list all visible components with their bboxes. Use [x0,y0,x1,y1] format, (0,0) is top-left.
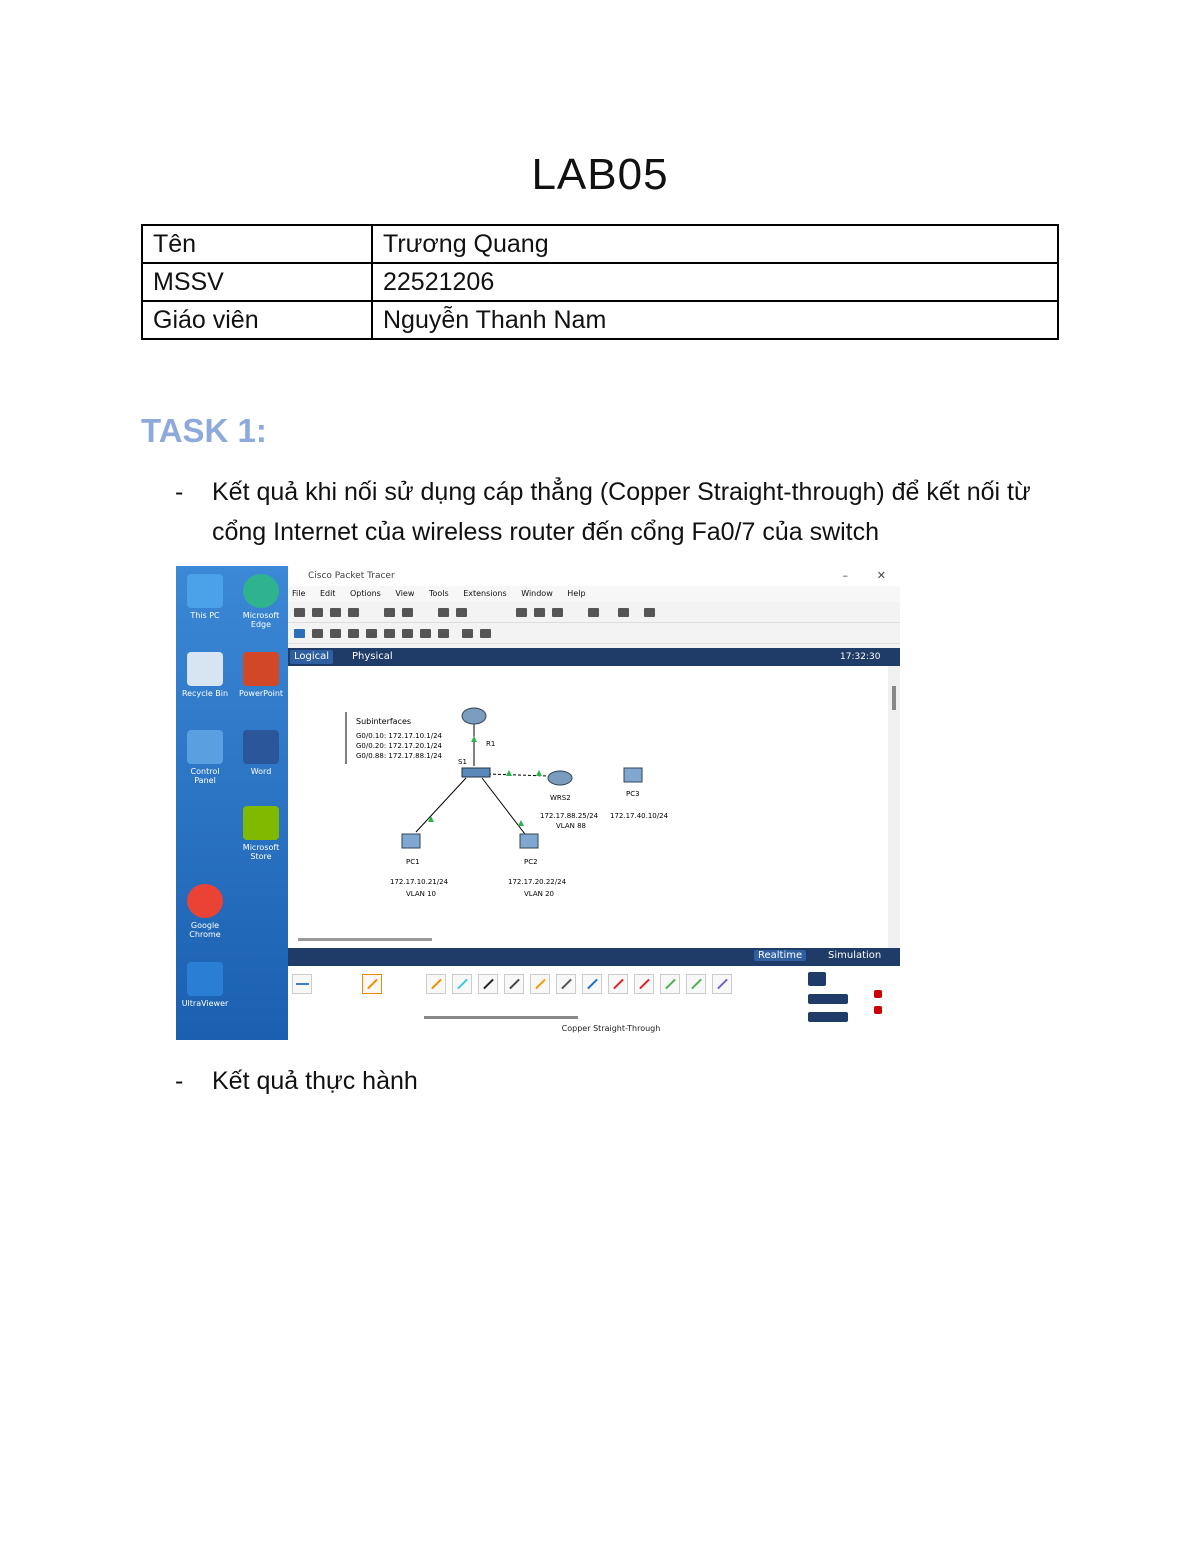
device-label: S1 [458,758,467,766]
menu-item[interactable]: Edit [319,589,336,598]
switch-icon [462,768,490,777]
desktop-icon: Control Panel [180,730,230,785]
info-table [141,224,1059,340]
fire-status-icon [874,990,882,998]
redo-icon[interactable] [456,608,467,617]
device-panel [288,948,900,1040]
undo-icon[interactable] [438,608,449,617]
subinterface-line: G0/0.88: 172.17.88.1/24 [356,752,442,760]
subinterface-line: G0/0.20: 172.17.20.1/24 [356,742,442,750]
cable-cross-icon[interactable] [504,974,524,994]
subinterfaces-heading: Subinterfaces [356,717,412,726]
device-ip: 172.17.40.10/24 [610,812,669,820]
zoom-reset-icon[interactable] [534,608,545,617]
main-toolbar [288,602,900,623]
wireless-router-icon [548,771,572,785]
desktop-icon: PowerPoint [236,652,286,698]
desktop-icon: Google Chrome [180,884,230,939]
link-light-icon [428,816,434,822]
info-label: MSSV [142,263,372,301]
table-row [142,225,1058,263]
device-label: WRS2 [550,794,571,802]
fire-status-icon [874,1006,882,1014]
scrollbar-thumb[interactable] [892,686,896,710]
simulation-tab[interactable]: Simulation [828,950,882,961]
device-icon[interactable] [618,608,629,617]
complex-pdu-icon[interactable] [480,629,491,638]
info-value: Nguyễn Thanh Nam [372,301,1058,339]
pc-icon [520,834,538,848]
device-label: PC3 [626,790,640,798]
device-category-icon[interactable] [292,974,312,994]
scenario-select[interactable] [808,972,826,986]
clock-readout: 17:32:30 [840,652,881,662]
link-light-icon [506,770,512,776]
device-vlan: VLAN 10 [406,890,437,898]
zoom-in-icon[interactable] [516,608,527,617]
cable-usb-icon[interactable] [712,974,732,994]
device-label: PC1 [406,858,420,866]
subinterface-line: G0/0.10: 172.17.10.1/24 [356,732,442,740]
cable-iot-icon[interactable] [686,974,706,994]
palette-scrollbar[interactable] [424,1016,578,1019]
window-titlebar [288,566,900,586]
device-vlan: VLAN 88 [556,822,587,830]
cable-straight-icon[interactable] [478,974,498,994]
link-light-icon [536,770,542,776]
desktop-icon: Microsoft Edge [236,574,286,629]
paste-icon[interactable] [402,608,413,617]
edit-toolbar [288,623,900,644]
cable-fiber-icon[interactable] [530,974,550,994]
pdu-icon[interactable] [462,629,473,638]
desktop-icon: UltraViewer [180,962,230,1008]
inspect-icon[interactable] [312,629,323,638]
horizontal-scrollbar[interactable] [298,938,432,941]
desktop-icon: Word [236,730,286,776]
link-s1-pc1 [416,778,466,832]
bullet-dash: - [175,478,184,506]
device-vlan: VLAN 20 [524,890,555,898]
tab-physical[interactable]: Physical [352,651,393,662]
task-heading: TASK 1: [141,412,267,449]
new-icon[interactable] [294,608,305,617]
mode-bar [288,948,900,966]
info-value: 22521206 [372,263,1058,301]
app-title: Cisco Packet Tracer [308,571,395,581]
desktop-sidebar [176,566,288,1040]
cable-serial-dce-icon[interactable] [608,974,628,994]
menu-item[interactable]: Window [521,589,553,598]
minimize-icon[interactable]: – [842,569,848,582]
cable-type-label: Copper Straight-Through [561,1024,661,1033]
cable-auto-icon[interactable] [426,974,446,994]
topology-diagram [288,666,888,948]
device-label: R1 [486,740,496,748]
document-title: LAB05 [531,150,669,199]
device-ip: 172.17.10.21/24 [390,878,449,886]
new-delete-buttons[interactable] [808,994,848,1004]
cable-console-icon[interactable] [452,974,472,994]
table-row [142,263,1058,301]
ellipse-icon[interactable] [420,629,431,638]
logical-workspace[interactable] [288,666,888,948]
menu-bar [288,586,900,602]
bullet-dash: - [175,1067,184,1095]
pc-icon [624,768,642,782]
menu-item[interactable]: Options [349,589,381,598]
save-icon[interactable] [330,608,341,617]
toggle-pdu-list-button[interactable] [808,1012,848,1022]
workspace-tabbar [288,648,900,666]
rectangle-icon[interactable] [402,629,413,638]
palette-icon[interactable] [588,608,599,617]
delete-icon[interactable] [330,629,341,638]
menu-item[interactable]: File [292,589,306,598]
bullet-item [175,1061,1075,1101]
menu-item[interactable]: Help [567,589,586,598]
cable-phone-icon[interactable] [556,974,576,994]
link-light-icon [518,820,524,826]
cable-coaxial-icon[interactable] [582,974,602,994]
scenario-controls [808,972,852,1030]
device-label: PC2 [524,858,538,866]
cable-serial-dte-icon[interactable] [634,974,654,994]
close-icon[interactable]: ✕ [876,569,886,582]
freeform-icon[interactable] [438,629,449,638]
menu-item[interactable]: Extensions [463,589,507,598]
note-icon[interactable] [366,629,377,638]
router-icon [462,708,486,724]
copy-icon[interactable] [384,608,395,617]
packet-tracer-screenshot [176,566,900,1040]
bullet-text: Kết quả khi nối sử dụng cáp thẳng (Copper Straight-through) để kết nối từ cổng Internet của wireless router đến cổng Fa0/7 của switch [212,478,1031,546]
resize-icon[interactable] [348,629,359,638]
info-label: Tên [142,225,372,263]
cable-octal-icon[interactable] [660,974,680,994]
table-row [142,301,1058,339]
desktop-icon: This PC [180,574,230,620]
print-icon[interactable] [348,608,359,617]
info-value: Trương Quang [372,225,1058,263]
device-ip: 172.17.20.22/24 [508,878,567,886]
zoom-out-icon[interactable] [552,608,563,617]
info-label: Giáo viên [142,301,372,339]
custom-device-icon[interactable] [644,608,655,617]
bullet-item [175,472,1075,552]
desktop-icon: Recycle Bin [180,652,230,698]
open-icon[interactable] [312,608,323,617]
pc-icon [402,834,420,848]
device-ip: 172.17.88.25/24 [540,812,599,820]
select-icon[interactable] [294,629,305,638]
connections-category-icon[interactable] [362,974,382,994]
draw-icon[interactable] [384,629,395,638]
tab-logical[interactable]: Logical [290,650,333,664]
bullet-text: Kết quả thực hành [212,1067,418,1095]
realtime-tab[interactable]: Realtime [754,950,806,961]
link-s1-pc2 [482,778,528,838]
menu-item[interactable]: View [395,589,415,598]
menu-item[interactable]: Tools [428,589,449,598]
vertical-scrollbar[interactable] [888,666,900,948]
packet-tracer-window [288,566,900,1040]
desktop-icon: Microsoft Store [236,806,286,861]
link-light-icon [471,736,477,742]
